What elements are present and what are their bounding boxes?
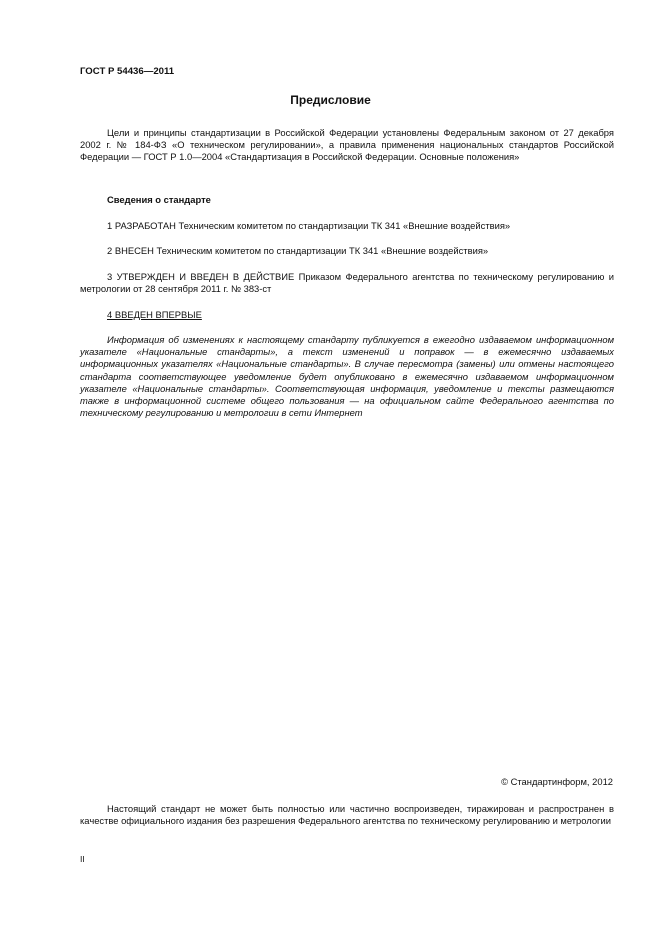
page-number: II <box>80 854 85 864</box>
changes-information-text: Информация об изменениях к настоящему стандарту публикуется в ежегодно издаваемом информационном указателе «Национальные стандарты», а текст изменений и поправок — в ежемесячно издаваемых информационных указателях «Национальные стандарты». В случае пересмотра (замены) или отмены настоящего стандарта соответствующее уведомление будет опубликовано в ежемесячно издаваемом информационном указателе «Национальные стандарты». Соответствующая информация, уведомление и тексты размещаются также в информационной системе общего пользования — на официальном сайте Федерального агентства по техническому регулированию и метрологии в сети Интернет <box>80 334 614 419</box>
standard-info-item-first-introduced: 4 ВВЕДЕН ВПЕРВЫЕ <box>107 309 202 320</box>
preface-intro <box>80 127 614 164</box>
reproduction-notice-text: Настоящий стандарт не может быть полностью или частично воспроизведен, тиражирован и распространен в качестве официального издания без разрешения Федерального агентства по техническому регулированию и метрологии <box>80 803 614 827</box>
preface-intro-text: Цели и принципы стандартизации в Российской Федерации установлены Федеральным законом от 27 декабря 2002 г. № 184-ФЗ «О техническом регулировании», а правила применения национальных стандартов Российской Федерации — ГОСТ Р 1.0—2004 «Стандартизация в Российской Федерации. Основные положения» <box>80 127 614 163</box>
copyright: © Стандартинформ, 2012 <box>501 776 613 787</box>
standard-info-subheading: Сведения о стандарте <box>107 194 211 205</box>
preface-title: Предисловие <box>290 93 371 107</box>
standard-info-item-approved: 3 УТВЕРЖДЕН И ВВЕДЕН В ДЕЙСТВИЕ Приказом Федерального агентства по техническому регулированию и метрологии от 28 сентября 2011 г. № 383-ст <box>80 271 614 295</box>
standard-info-item-submitted: 2 ВНЕСЕН Техническим комитетом по стандартизации ТК 341 «Внешние воздействия» <box>107 245 489 256</box>
standard-info-item-developed: 1 РАЗРАБОТАН Техническим комитетом по стандартизации ТК 341 «Внешние воздействия» <box>107 220 511 231</box>
document-code: ГОСТ Р 54436—2011 <box>80 66 175 77</box>
reproduction-notice <box>80 803 614 827</box>
changes-information <box>80 334 614 419</box>
